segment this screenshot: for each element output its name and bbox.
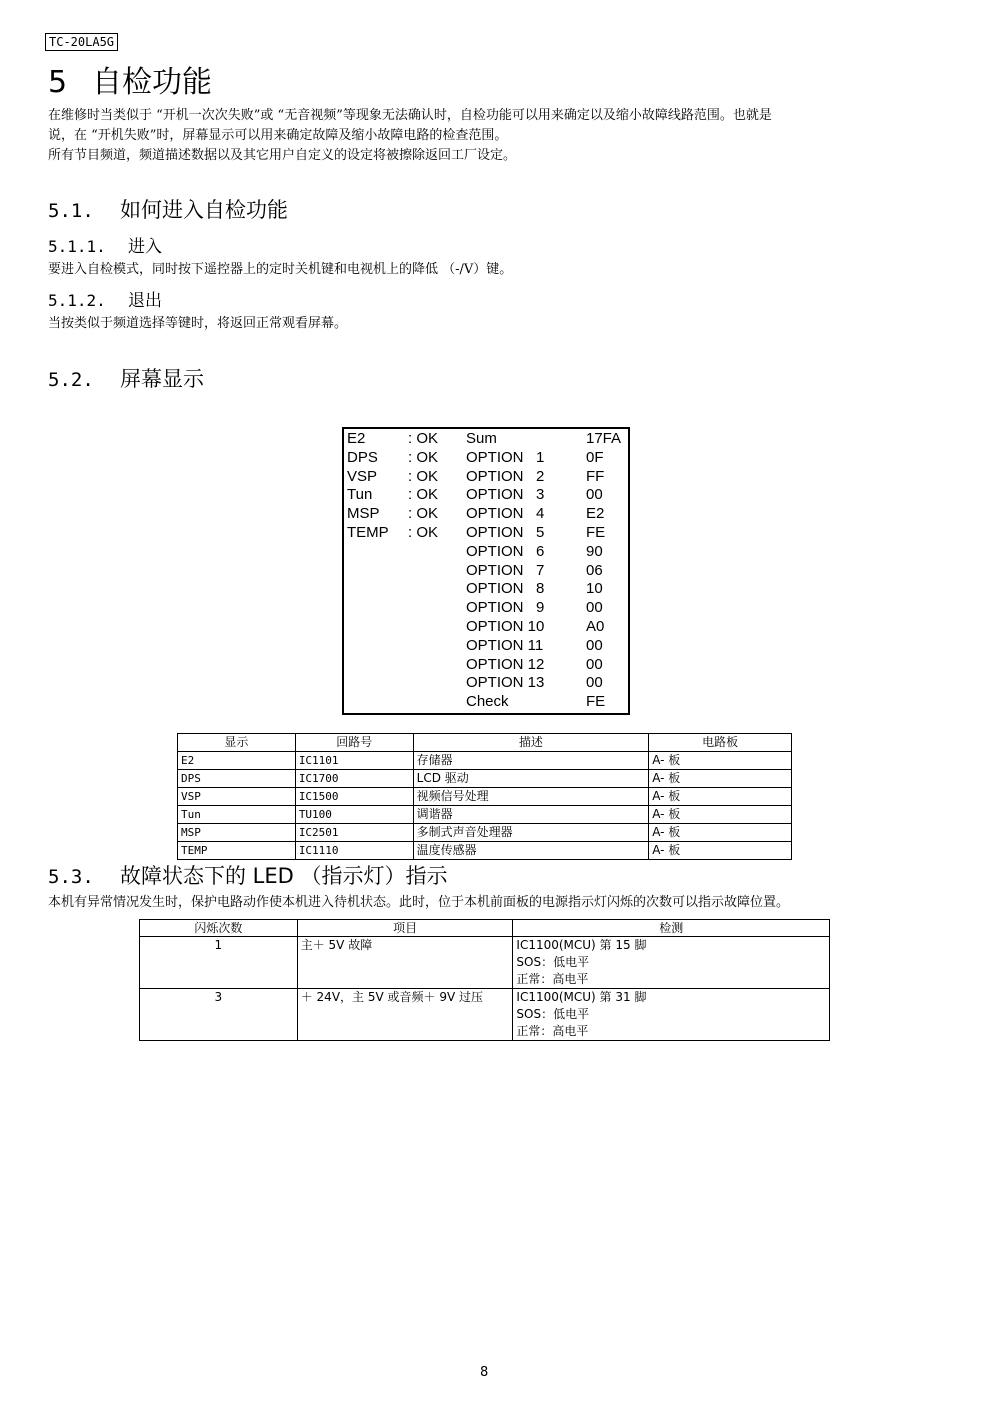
table-row <box>178 806 792 824</box>
table-cell: VSP <box>178 788 296 806</box>
table-row <box>178 788 792 806</box>
item-status: : OK <box>408 430 439 447</box>
section-5-1-heading <box>48 196 288 225</box>
option-value: FE <box>586 524 606 541</box>
screen-row <box>344 655 628 674</box>
model-tag: TC-20LA5G <box>45 33 118 51</box>
intro-line-1: 在维修时当类似于 “开机一次次失败”或 “无音视频”等现象无法确认时，自检功能可以用来确定以及缩小故障线路范围。也就是 <box>48 108 772 123</box>
option-label: OPTION 13 <box>466 674 545 692</box>
table-cell: TEMP <box>178 842 296 860</box>
option-label: OPTION 11 <box>466 636 544 654</box>
section-number: 5.1.1. <box>48 237 106 256</box>
option-value: 0F <box>586 448 604 466</box>
section-number: 5 <box>48 65 68 100</box>
table-row <box>178 842 792 860</box>
table-row <box>178 824 792 842</box>
option-label: OPTION 9 <box>466 599 545 617</box>
option-label: Check <box>466 693 509 711</box>
option-value: 90 <box>586 542 603 560</box>
column-header: 电路板 <box>649 734 792 752</box>
option-label: OPTION 4 <box>466 505 545 523</box>
option-label: OPTION 2 <box>466 467 545 485</box>
table-cell: A- 板 <box>649 788 792 806</box>
option-value: 00 <box>586 599 603 617</box>
item-status: : OK <box>408 524 439 541</box>
screen-row <box>344 598 628 617</box>
screen-row <box>344 561 628 580</box>
table-cell: IC1700 <box>295 770 413 788</box>
item-status: : OK <box>408 486 439 504</box>
option-value: 17FA <box>586 430 622 447</box>
table-row <box>140 937 830 989</box>
blink-count: 1 <box>140 937 298 989</box>
section-number: 5.1.2. <box>48 291 106 310</box>
enter-instructions: 要进入自检模式，同时按下遥控器上的定时关机键和电视机上的降低 （-/V）键。 <box>48 262 513 277</box>
option-label: OPTION 10 <box>466 618 545 635</box>
screen-row <box>344 673 628 692</box>
option-value: 10 <box>586 580 603 598</box>
intro-line-2: 说，在 “开机失败”时，屏幕显示可以用来确定故障及缩小故障电路的检查范围。 <box>48 128 508 143</box>
led-description: 本机有异常情况发生时，保护电路动作使本机进入待机状态。此时，位于本机前面板的电源指示灯闪烁的次数可以指示故障位置。 <box>48 895 790 910</box>
table-cell: Tun <box>178 806 296 824</box>
exit-instructions: 当按类似于频道选择等键时，将返回正常观看屏幕。 <box>48 316 348 331</box>
table-row <box>178 770 792 788</box>
self-check-screen-display <box>342 427 630 715</box>
blink-count: 3 <box>140 989 298 1041</box>
option-label: OPTION 6 <box>466 542 545 560</box>
option-value: 06 <box>586 561 603 579</box>
item-label: E2 <box>347 430 366 447</box>
table-cell: 调谐器 <box>413 806 649 824</box>
option-label: OPTION 7 <box>466 561 545 579</box>
screen-row <box>344 485 628 504</box>
table-cell: E2 <box>178 752 296 770</box>
section-5-1-1-heading <box>48 236 162 258</box>
detection-line: SOS：低电平 <box>516 1007 590 1021</box>
item-label: VSP <box>347 467 378 485</box>
screen-row <box>344 504 628 523</box>
option-value: 00 <box>586 655 603 673</box>
section-title: 退出 <box>128 291 162 311</box>
table-cell: IC1110 <box>295 842 413 860</box>
table-cell: A- 板 <box>649 770 792 788</box>
table-header-row <box>140 920 830 937</box>
table-cell: A- 板 <box>649 806 792 824</box>
fault-item: 主＋ 5V 故障 <box>297 937 513 989</box>
table-cell: A- 板 <box>649 842 792 860</box>
table-cell: 温度传感器 <box>413 842 649 860</box>
intro-line-3: 所有节目频道，频道描述数据以及其它用户自定义的设定将被擦除返回工厂设定。 <box>48 148 517 163</box>
section-title: 故障状态下的 LED （指示灯）指示 <box>120 864 448 888</box>
detection-line: IC1100(MCU) 第 15 脚 <box>516 938 647 952</box>
option-value: FF <box>586 467 605 485</box>
section-number: 5.3. <box>48 866 94 888</box>
screen-row <box>344 636 628 655</box>
section-title: 自检功能 <box>92 65 212 100</box>
column-header: 项目 <box>297 920 513 937</box>
item-label: MSP <box>347 505 380 523</box>
detection-line: 正常：高电平 <box>516 972 589 986</box>
table-cell: TU100 <box>295 806 413 824</box>
item-status: : OK <box>408 467 439 485</box>
detection-line: 正常：高电平 <box>516 1024 589 1038</box>
table-row <box>178 752 792 770</box>
detection-cell <box>513 937 830 989</box>
table-cell: IC1101 <box>295 752 413 770</box>
option-value: 00 <box>586 636 603 654</box>
section-title: 屏幕显示 <box>120 367 204 391</box>
table-cell: LCD 驱动 <box>413 770 649 788</box>
table-header-row <box>178 734 792 752</box>
option-label: Sum <box>466 430 497 447</box>
item-label: Tun <box>347 486 373 504</box>
screen-row <box>344 579 628 598</box>
option-value: A0 <box>586 618 605 635</box>
section-5-2-heading <box>48 365 204 394</box>
table-cell: A- 板 <box>649 752 792 770</box>
table-row <box>140 989 830 1041</box>
table-cell: 存储器 <box>413 752 649 770</box>
table-cell: 视频信号处理 <box>413 788 649 806</box>
table-cell: MSP <box>178 824 296 842</box>
table-cell: IC1500 <box>295 788 413 806</box>
table-cell: A- 板 <box>649 824 792 842</box>
item-label: DPS <box>347 448 378 466</box>
detection-cell <box>513 989 830 1041</box>
table-cell: DPS <box>178 770 296 788</box>
screen-row <box>344 448 628 467</box>
option-label: OPTION 8 <box>466 580 545 598</box>
item-status: : OK <box>408 448 439 466</box>
option-label: OPTION 1 <box>466 448 545 466</box>
option-label: OPTION 12 <box>466 655 545 673</box>
section-number: 5.2. <box>48 369 94 391</box>
screen-row <box>344 617 628 636</box>
option-value: FE <box>586 693 606 711</box>
option-label: OPTION 5 <box>466 524 545 541</box>
section-5-3-heading <box>48 862 448 891</box>
fault-item: ＋ 24V，主 5V 或音频＋ 9V 过压 <box>297 989 513 1041</box>
screen-row <box>344 523 628 542</box>
led-blink-table <box>139 919 830 1041</box>
table-cell: 多制式声音处理器 <box>413 824 649 842</box>
item-status: : OK <box>408 505 439 523</box>
item-label: TEMP <box>347 524 389 541</box>
detection-line: SOS：低电平 <box>516 955 590 969</box>
option-value: E2 <box>586 505 605 523</box>
section-5-1-2-heading <box>48 290 162 312</box>
page-number: 8 <box>480 1365 489 1380</box>
detection-line: IC1100(MCU) 第 31 脚 <box>516 990 647 1004</box>
section-5-heading <box>48 64 212 102</box>
option-value: 00 <box>586 674 603 692</box>
option-label: OPTION 3 <box>466 486 545 504</box>
screen-row <box>344 692 628 711</box>
section-title: 进入 <box>128 237 162 257</box>
check-items-table <box>177 733 792 860</box>
screen-row <box>344 542 628 561</box>
table-cell: IC2501 <box>295 824 413 842</box>
screen-row <box>344 429 628 448</box>
section-number: 5.1. <box>48 200 94 222</box>
section-title: 如何进入自检功能 <box>120 198 288 222</box>
column-header: 闪烁次数 <box>140 920 298 937</box>
screen-row <box>344 467 628 486</box>
column-header: 描述 <box>413 734 649 752</box>
column-header: 检测 <box>513 920 830 937</box>
option-value: 00 <box>586 486 603 504</box>
column-header: 显示 <box>178 734 296 752</box>
column-header: 回路号 <box>295 734 413 752</box>
